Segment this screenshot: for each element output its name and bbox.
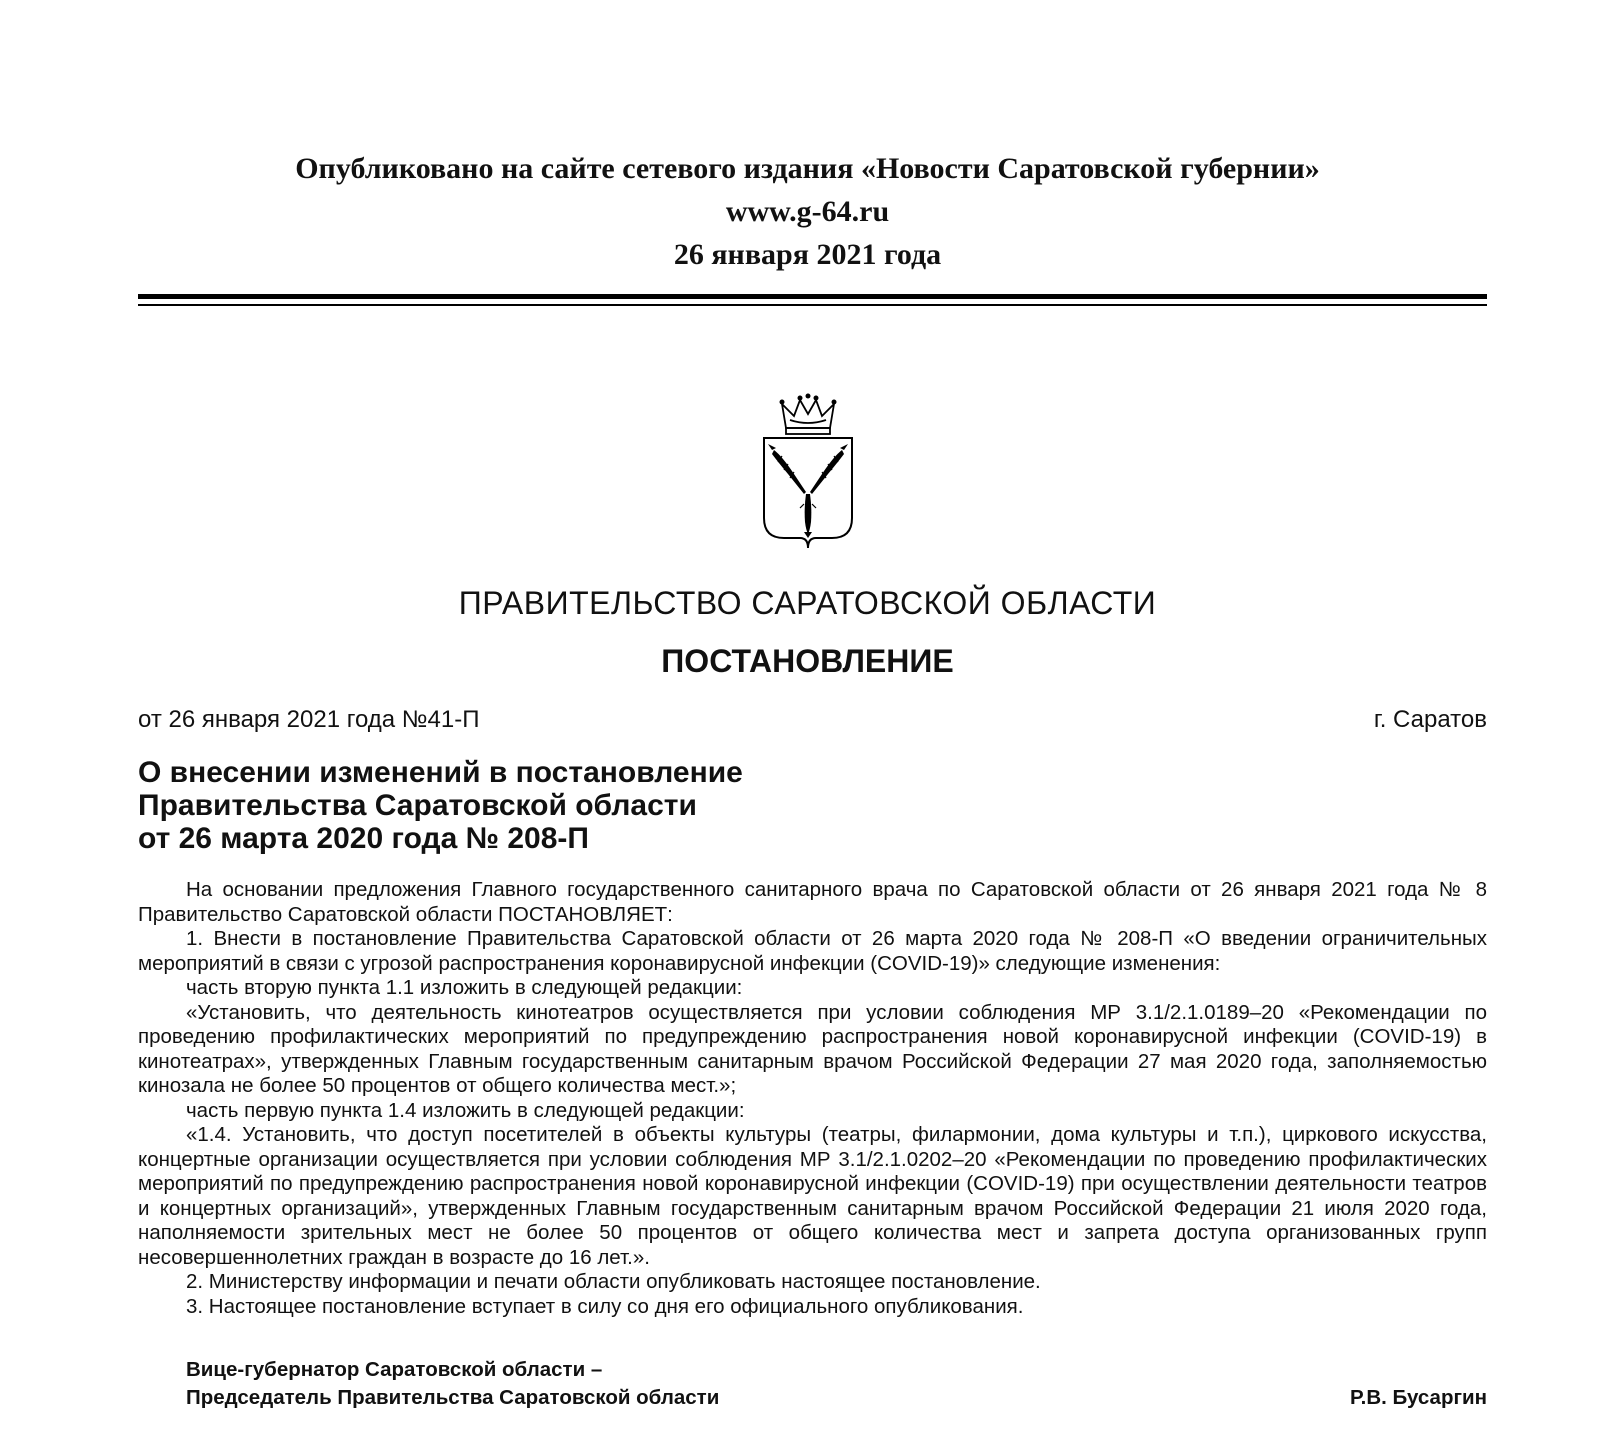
document-body [138,878,1487,1319]
document-type: ПОСТАНОВЛЕНИЕ [661,643,954,679]
publication-url: www.g-64.ru [725,195,890,228]
document-title [138,756,1038,855]
signatory-position [186,1356,719,1412]
body-paragraph: «1.4. Установить, что доступ посетителей в объекты культуры (театры, филармонии, дома культуры и т.п.), циркового искусства, концертные организации осуществляется при условии соблюдения МР 3.1/2.1.0202–20 «Рекомендации по проведению профилактических мероприятий по предупреждению распространения новой коронавирусной инфекции (COVID-19) при осуществлении деятельности театров и концертных организаций», утвержденных Главным государственным санитарным врачом Российской Федерации 21 июля 2020 года, наполняемости зрительных мест не более 50 процентов от общего количества мест и запрета доступа организованных групп несовершеннолетних граждан в возрасте до 16 лет.». [138,1123,1487,1269]
title-line: О внесении изменений в постановление [138,756,743,789]
signatory-position-line: Вице-губернатор Саратовской области – [186,1358,603,1381]
body-paragraph: На основании предложения Главного государственного санитарного врача по Саратовской области от 26 января 2021 года № 8 Правительство Саратовской области ПОСТАНОВЛЯЕТ: [138,878,1487,926]
body-paragraph: «Установить, что деятельность кинотеатров осуществляется при условии соблюдения МР 3.1/2.1.0189–20 «Рекомендации по проведению профилактических мероприятий по предупреждению распространения новой коронавирусной инфекции (COVID-19) в кинотеатрах», утвержденных Главным государственным санитарным врачом Российской Федерации 27 мая 2020 года, заполняемостью кинозала не более 50 процентов от общего количества мест.»; [138,1000,1487,1097]
body-paragraph: 2. Министерству информации и печати области опубликовать настоящее постановление. [186,1270,1041,1293]
body-paragraph: часть вторую пункта 1.1 изложить в следующей редакции: [186,976,743,999]
document-city: г. Саратов [1373,706,1487,733]
authority-name: ПРАВИТЕЛЬСТВО САРАТОВСКОЙ ОБЛАСТИ [458,585,1157,621]
publication-date: 26 января 2021 года [673,238,942,271]
header-rule-thick [138,294,1487,299]
signatory-name: Р.В. Бусаргин [1350,1386,1487,1409]
body-paragraph: часть первую пункта 1.4 изложить в следующей редакции: [186,1098,745,1122]
title-line: Правительства Саратовской области [138,789,697,822]
document-date-number: от 26 января 2021 года №41-П [138,706,480,733]
body-paragraph: 3. Настоящее постановление вступает в силу со дня его официального опубликования. [186,1294,1024,1318]
publication-note: Опубликовано на сайте сетевого издания «Новости Саратовской губернии» [295,152,1320,185]
body-paragraph: 1. Внести в постановление Правительства Саратовской области от 26 марта 2020 года № 208-П «О введении ограничительных мероприятий в связи с угрозой распространения коронавирусной инфекции (COVID-19)» следующие изменения: [138,927,1487,975]
signatory-position-line: Председатель Правительства Саратовской области [186,1386,720,1409]
title-line: от 26 марта 2020 года № 208-П [138,822,589,855]
saratov-coat-of-arms-icon [760,392,856,557]
header-rule-thin [138,304,1487,306]
